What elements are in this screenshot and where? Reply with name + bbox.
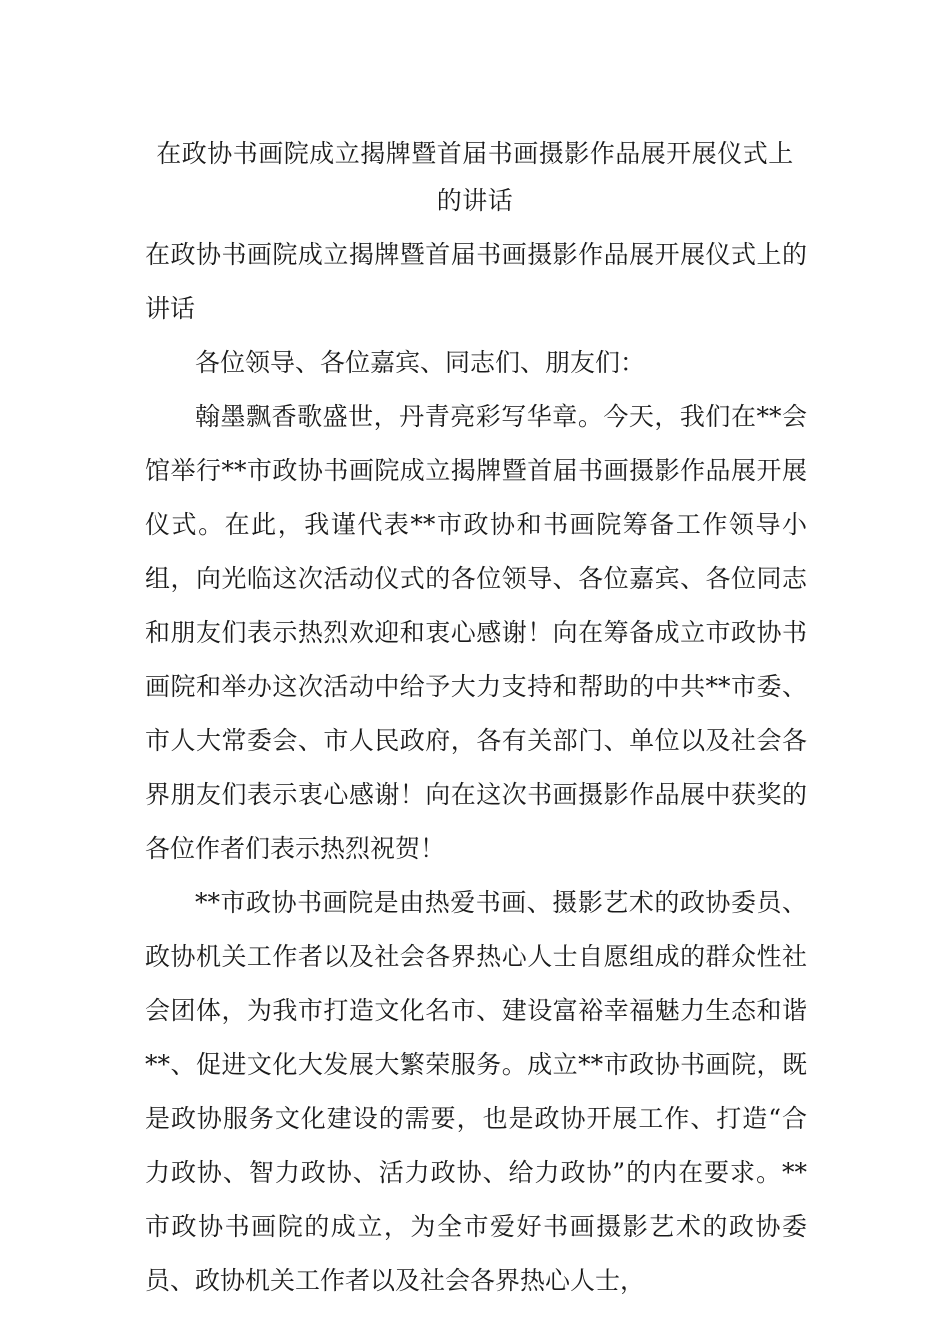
document-body xyxy=(145,228,807,1308)
document-title: 在政协书画院成立揭牌暨首届书画摄影作品展开展仪式上的讲话 xyxy=(156,139,794,215)
document-subtitle: 在政协书画院成立揭牌暨首届书画摄影作品展开展仪式上的讲话 xyxy=(145,240,807,323)
paragraph: 翰墨飘香歌盛世，丹青亮彩写华章。今天，我们在**会馆举行**市政协书画院成立揭牌暨首届书画摄影作品展开展仪式。在此，我谨代表**市政协和书画院筹备工作领导小组，向光临这次活动仪式的各位领导、各位嘉宾、各位同志和朋友们表示热烈欢迎和衷心感谢！向在筹备成立市政协书画院和举办这次活动中给予大力支持和帮助的中共**市委、市人大常委会、市人民政府，各有关部门、单位以及社会各界朋友们表示衷心感谢！向在这次书画摄影作品展中获奖的各位作者们表示热烈祝贺！ xyxy=(145,402,807,863)
paragraph: **市政协书画院是由热爱书画、摄影艺术的政协委员、政协机关工作者以及社会各界热心人士自愿组成的群众性社会团体，为我市打造文化名市、建设富裕幸福魅力生态和谐**、促进文化大发展大繁荣服务。成立**市政协书画院，既是政协服务文化建设的需要，也是政协开展工作、打造“合力政协、智力政协、活力政协、给力政协”的内在要求。**市政协书画院的成立，为全市爱好书画摄影艺术的政协委员、政协机关工作者以及社会各界热心人士， xyxy=(145,888,807,1295)
greeting: 各位领导、各位嘉宾、同志们、朋友们： xyxy=(195,348,646,377)
